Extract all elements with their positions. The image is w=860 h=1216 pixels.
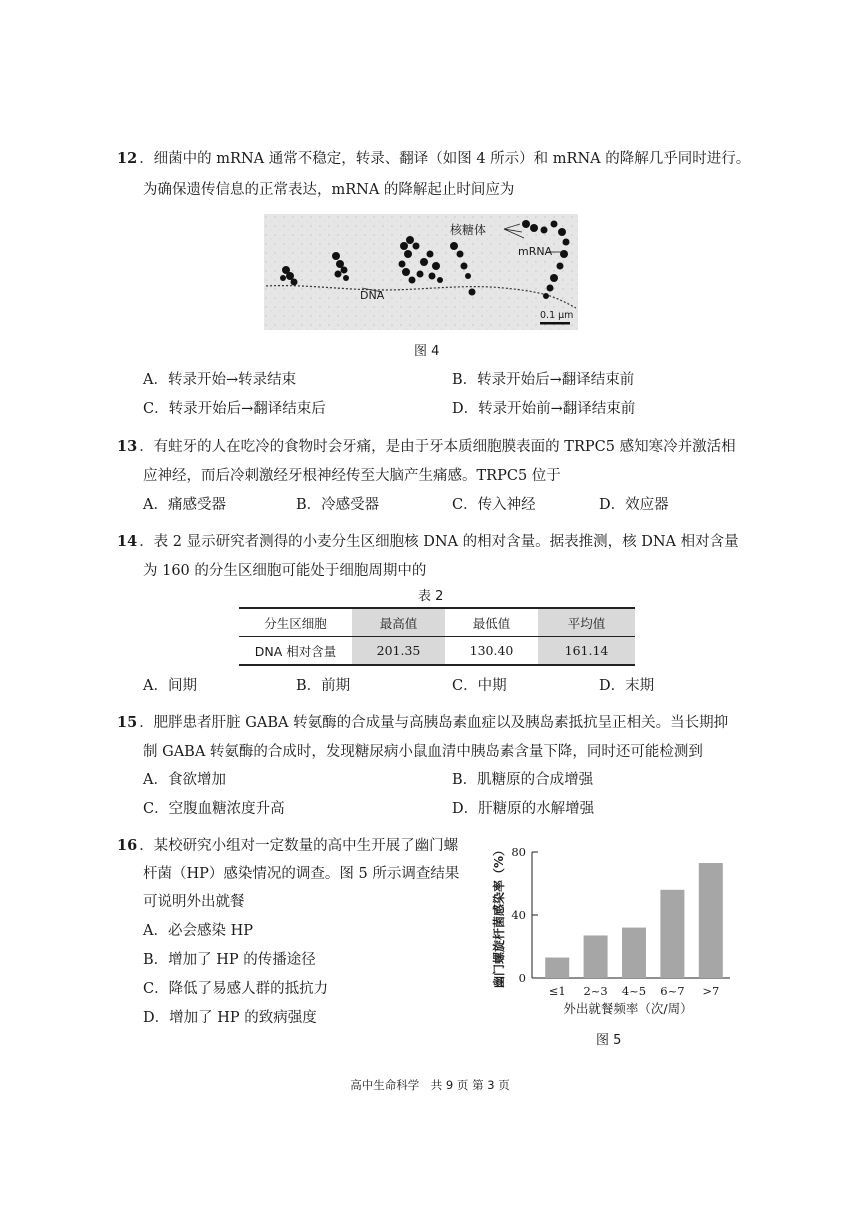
y-tick-label: 40: [511, 908, 526, 922]
q15-option-d: D．肝糖原的水解增强: [452, 801, 595, 817]
bar-4: [660, 890, 684, 978]
q16-option-c: C．降低了易感人群的抵抗力: [143, 981, 329, 997]
bar-1: [545, 958, 569, 978]
q12-line2: 为确保遗传信息的正常表达，mRNA 的降解起止时间应为: [143, 182, 515, 198]
q13-number: 13: [117, 438, 138, 455]
q16-option-d: D．增加了 HP 的致病强度: [143, 1010, 317, 1026]
q16-number: 16: [117, 837, 138, 854]
q15-line2: 制 GABA 转氨酶的合成时，发现糖尿病小鼠血清中胰岛素含量下降，同时还可能检测到: [143, 744, 703, 760]
q15-number: 15: [117, 714, 138, 731]
dna-label: DNA: [360, 289, 385, 302]
q13-option-d: D．效应器: [599, 497, 669, 513]
x-tick-label: 4~5: [621, 984, 647, 998]
q13-option-b: B．冷感受器: [296, 497, 380, 513]
x-tick-label: ≤1: [548, 984, 566, 998]
mrna-label: mRNA: [518, 245, 553, 258]
q12-option-b: B．转录开始后→翻译结束前: [452, 372, 635, 388]
q13-line1: 13 ．有蛀牙的人在吃冷的食物时会牙痛，是由于牙本质细胞膜表面的 TRPC5 感知寒冷并激活相: [117, 438, 736, 455]
y-tick-label: 0: [518, 971, 526, 985]
x-tick-label: >7: [702, 984, 720, 998]
q14-line2: 为 160 的分生区细胞可能处于细胞周期中的: [143, 563, 427, 579]
q12-option-a: A．转录开始→转录结束: [143, 372, 297, 388]
q14-option-a: A．间期: [143, 678, 197, 694]
q12-option-c: C．转录开始后→翻译结束后: [143, 401, 326, 417]
q13-option-c: C．传入神经: [452, 497, 536, 513]
q14-option-d: D．末期: [599, 678, 655, 694]
q13-line2: 应神经，而后冷刺激经牙根神经传至大脑产生痛感。TRPC5 位于: [143, 468, 561, 484]
q12-line1: 12 ．细菌中的 mRNA 通常不稳定，转录、翻译（如图 4 所示）和 mRNA 的降解几乎同时进行。: [117, 150, 751, 167]
bar-5: [699, 863, 723, 978]
table-cell: DNA 相对含量: [239, 637, 352, 666]
q16-line2: 杆菌（HP）感染情况的调查。图 5 所示调查结果: [143, 866, 460, 882]
q16-option-a: A．必会感染 HP: [143, 923, 253, 939]
figure-4-caption: 图 4: [414, 344, 440, 359]
table-header: 平均值: [538, 608, 635, 637]
table-cell: 161.14: [538, 637, 635, 666]
q16-option-b: B．增加了 HP 的传播途径: [143, 952, 316, 968]
x-tick-label: 2~3: [583, 984, 608, 998]
ribosome-label: 核糖体: [450, 223, 487, 237]
q14-line1: 14 ．表 2 显示研究者测得的小麦分生区细胞核 DNA 的相对含量。据表推测，核 DNA 相对含量: [117, 533, 739, 550]
table-cell: 201.35: [352, 637, 445, 666]
y-tick-label: 80: [511, 845, 526, 859]
q15-option-a: A．食欲增加: [143, 772, 226, 788]
micrograph-svg: [264, 214, 578, 330]
table-2-caption: 表 2: [418, 589, 444, 604]
q14-number: 14: [117, 533, 138, 550]
q15-option-b: B．肌糖原的合成增强: [452, 772, 594, 788]
q12-number: 12: [117, 150, 138, 167]
q13-option-a: A．痛感受器: [143, 497, 226, 513]
q12-option-d: D．转录开始前→翻译结束前: [452, 401, 636, 417]
q14-option-b: B．前期: [296, 678, 351, 694]
table-header: 最高值: [352, 608, 445, 637]
q15-option-c: C．空腹血糖浓度升高: [143, 801, 285, 817]
q14-option-c: C．中期: [452, 678, 507, 694]
y-axis-label: [491, 844, 506, 988]
bar-3: [622, 928, 646, 978]
figure-5-caption: 图 5: [596, 1033, 622, 1048]
bar-2: [584, 935, 608, 978]
x-tick-label: 6~7: [660, 984, 685, 998]
table-header: 最低值: [445, 608, 538, 637]
table-header: 分生区细胞: [239, 608, 352, 637]
x-axis-title: 外出就餐频率（次/周）: [563, 1001, 693, 1016]
page-footer: 高中生命科学 共 9 页 第 3 页: [350, 1078, 510, 1092]
table-cell: 130.40: [445, 637, 538, 666]
y-axis-title: 幽门螺旋杆菌感染率（%）: [492, 843, 506, 989]
table-2: [239, 607, 635, 666]
figure-5-bar-chart: [480, 838, 740, 1026]
q16-line3: 可说明外出就餐: [143, 894, 245, 910]
figure-4-micrograph: [264, 214, 578, 330]
q16-line1: 16 ．某校研究小组对一定数量的高中生开展了幽门螺: [117, 837, 459, 854]
q15-line1: 15 ．肥胖患者肝脏 GABA 转氨酶的合成量与高胰岛素血症以及胰岛素抵抗呈正相关。当长期抑: [117, 714, 729, 731]
scale-bar-label: 0.1 μm: [540, 310, 574, 321]
